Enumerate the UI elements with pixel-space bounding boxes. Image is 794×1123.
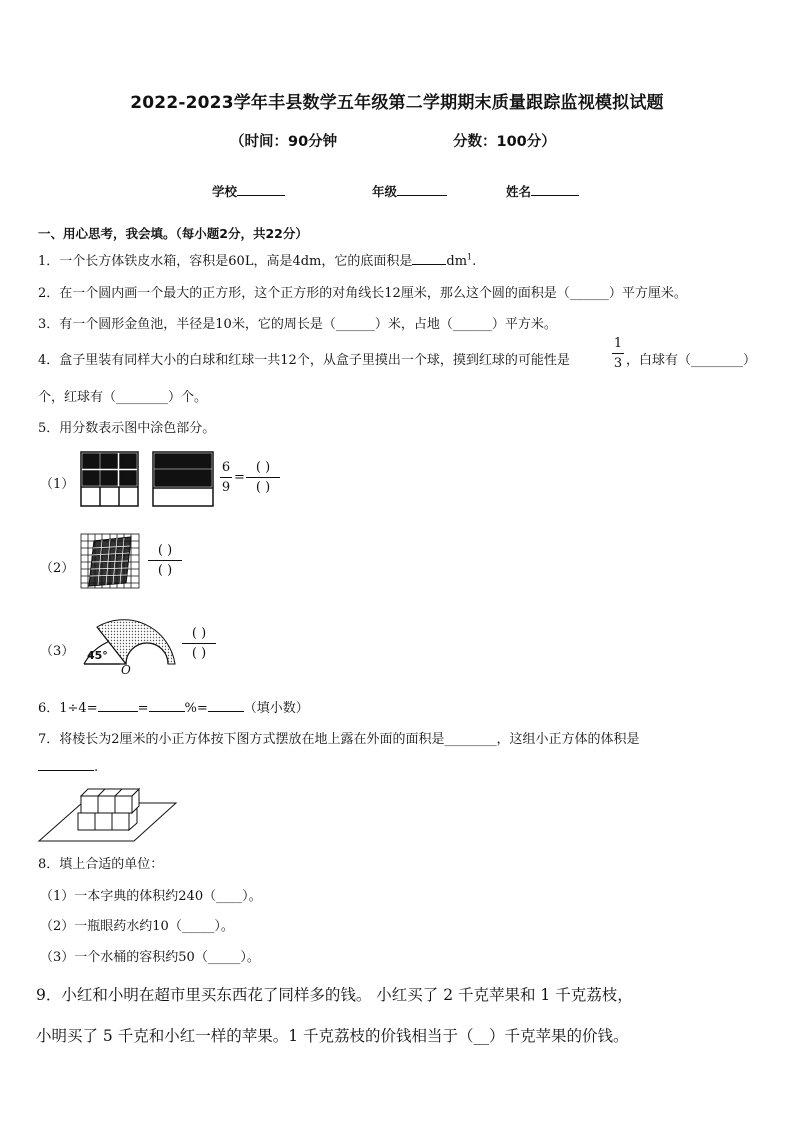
question-9-line2: 小明买了 5 千克和小红一样的苹果。1 千克荔枝的价钱相当于（__）千克苹果的价钱。	[36, 1027, 629, 1045]
name-label: 姓名	[506, 184, 532, 199]
question-7: 7．将棱长为2厘米的小正方体按下图方式摆放在地上露在外面的面积是________，这组小正方体的体积是	[38, 732, 640, 747]
q5-a1-den[interactable]: ( )	[255, 480, 271, 495]
q8-item-3: （3）一个水桶的容积约50（_____）。	[40, 950, 260, 965]
q5-a1-num[interactable]: ( )	[255, 460, 271, 475]
q5-a2-num[interactable]: ( )	[157, 543, 173, 558]
name-blank[interactable]	[531, 183, 579, 196]
grade-field[interactable]	[372, 182, 447, 200]
q5-answer-2[interactable]	[148, 543, 182, 578]
q5-f-den: 9	[221, 480, 231, 495]
q5-part3-label: （3）	[40, 644, 75, 659]
q6-blank-2[interactable]	[149, 711, 185, 712]
q5-answer-1[interactable]	[246, 460, 280, 495]
q6-blank-3[interactable]	[208, 711, 244, 712]
q4-den: 3	[613, 356, 623, 371]
question-2: 2．在一个圆内画一个最大的正方形，这个正方形的对角线长12厘米，那么这个圆的面积是（______）平方厘米。	[38, 286, 687, 301]
question-8: 8．填上合适的单位：	[38, 857, 164, 872]
q1-end: .	[472, 254, 477, 269]
q5-angle-label: 45°	[87, 649, 108, 662]
question-5: 5．用分数表示图中涂色部分。	[38, 421, 216, 436]
school-field[interactable]	[212, 182, 285, 200]
q5-given-fraction	[220, 460, 232, 495]
q8-item-2: （2）一瓶眼药水约10（_____）。	[40, 919, 234, 934]
q4-num: 1	[613, 336, 623, 351]
q4-fraction	[612, 336, 624, 371]
school-blank[interactable]	[237, 183, 285, 196]
q6-c: %=	[184, 701, 208, 716]
question-9-line1: 9．小红和小明在超市里买东西花了同样多的钱。 小红买了 2 千克苹果和 1 千克荔枝，	[36, 986, 633, 1004]
q5-figure-2	[80, 533, 142, 591]
q7-blank[interactable]	[38, 770, 94, 771]
question-4-line1	[38, 349, 570, 368]
q1-sup: 1	[467, 252, 473, 262]
q1-text: 1．一个长方体铁皮水箱，容积是60L，高是4dm，它的底面积是	[38, 254, 413, 269]
q4-text-b: ，白球有（________）	[626, 353, 757, 368]
q7-answer-line	[38, 760, 98, 775]
q5-f-num: 6	[221, 460, 231, 475]
exam-time: （时间：90分钟	[230, 134, 338, 150]
q5-part2-label: （2）	[40, 561, 75, 576]
q8-item-1: （1）一本字典的体积约240（____）。	[40, 889, 262, 904]
q1-unit: dm	[446, 254, 468, 269]
q5-a3-num[interactable]: ( )	[191, 626, 207, 641]
grade-blank[interactable]	[397, 183, 447, 196]
exam-score: 分数：100分）	[453, 134, 556, 150]
q6-a: 6．1÷4=	[38, 701, 98, 716]
q7-cubes-figure	[38, 783, 178, 843]
question-4-line2: 个，红球有（________）个。	[38, 390, 208, 405]
question-1	[38, 250, 476, 269]
grade-label: 年级	[372, 184, 398, 199]
section-heading: 一、用心思考，我会填。（每小题2分，共22分）	[38, 226, 308, 241]
q6-blank-1[interactable]	[98, 711, 138, 712]
q5-a3-den[interactable]: ( )	[191, 646, 207, 661]
q1-blank[interactable]	[412, 264, 446, 265]
question-3: 3．有一个圆形金鱼池，半径是10米，它的周长是（______）米，占地（______）平方米。	[38, 317, 557, 332]
q5-center-label: O	[121, 663, 131, 677]
q5-equals: =	[234, 470, 245, 485]
question-6	[38, 697, 309, 716]
q6-b: =	[137, 701, 149, 716]
name-field[interactable]	[506, 182, 579, 200]
q5-a2-den[interactable]: ( )	[157, 563, 173, 578]
q7-end: .	[94, 760, 99, 775]
q4-text-a: 4．盒子里装有同样大小的白球和红球一共12个，从盒子里摸出一个球，摸到红球的可能性是	[38, 353, 570, 368]
q5-answer-3[interactable]	[182, 626, 216, 661]
q6-d: （填小数）	[243, 701, 309, 716]
school-label: 学校	[212, 184, 238, 199]
q5-part1-label: （1）	[40, 477, 75, 492]
page-title: 2022-2023学年丰县数学五年级第二学期期末质量跟踪监视模拟试题	[130, 93, 664, 113]
q5-figure-1	[80, 451, 220, 509]
